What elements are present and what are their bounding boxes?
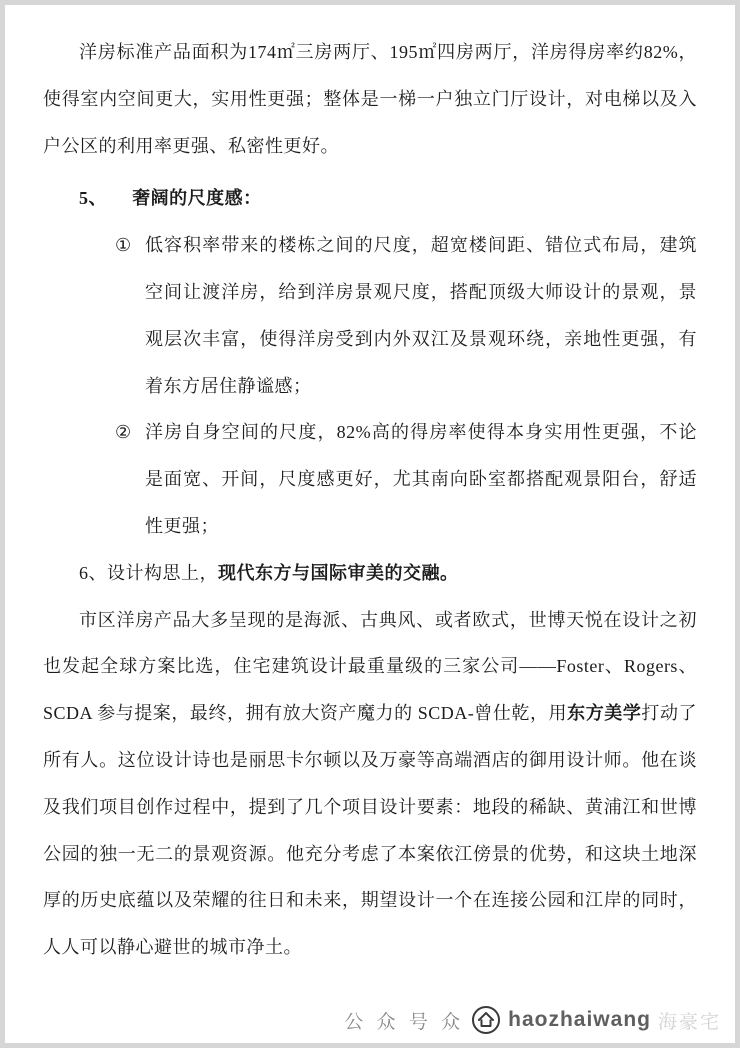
list-item-1 xyxy=(43,222,697,409)
paragraph-2-bold: 东方美学 xyxy=(567,703,642,724)
paragraph-design-concept xyxy=(43,597,697,971)
list-item-1-text: 低容积率带来的楼栋之间的尺度，超宽楼间距、错位式布局，建筑空间让渡洋房，给到洋房景观尺度，搭配顶级大师设计的景观，景观层次丰富，使得洋房受到内外双江及景观环绕，亲地性更强，有着东方居住静谧感； xyxy=(145,235,697,396)
paragraph-2-part-1: 市区洋房产品大多呈现的是海派、古典风、或者欧式，世博天悦在设计之初也发起全球方案比选，住宅建筑设计最重量级的三家公司——Foster、Rogers、SCDA 参与提案，最终，拥有放大资产魔力的 SCDA-曾仕乾，用 xyxy=(43,609,697,724)
paragraph-2-part-2: 打动了所有人。这位设计诗也是丽思卡尔顿以及万豪等高端酒店的御用设计师。他在谈及我们项目创作过程中，提到了几个项目设计要素：地段的稀缺、黄浦江和世博公园的独一无二的景观资源。他充分考虑了本案依江傍景的优势，和这块土地深厚的历史底蕴以及荣耀的往日和未来，期望设计一个在连接公园和江岸的同时，人人可以静心避世的城市净土。 xyxy=(43,703,698,958)
list-item-2 xyxy=(43,409,697,549)
house-logo-icon xyxy=(471,1005,501,1035)
watermark-left-text: 公 众 号 众 xyxy=(344,1011,465,1033)
section-5-number: 5、 xyxy=(79,188,107,209)
list-item-2-text: 洋房自身空间的尺度，82%高的得房率使得本身实用性更强，不论是面宽、开间，尺度感更好，尤其南向卧室都搭配观景阳台，舒适性更强； xyxy=(145,422,697,536)
list-marker-1: ① xyxy=(115,235,132,256)
watermark xyxy=(344,1005,721,1035)
section-5-heading xyxy=(43,175,697,222)
document-page xyxy=(5,5,735,1043)
watermark-handle: haozhaiwang xyxy=(508,1008,651,1031)
section-5-title: 奢阔的尺度感： xyxy=(132,188,262,209)
watermark-faint-text: 海豪宅 xyxy=(657,1011,721,1033)
paragraph-apartment-specs: 洋房标准产品面积为174㎡三房两厅、195㎡四房两厅，洋房得房率约82%，使得室内空间更大，实用性更强；整体是一梯一户独立门厅设计，对电梯以及入户公区的利用率更强、私密性更好。 xyxy=(43,42,697,156)
section-6-bold-title: 现代东方与国际审美的交融。 xyxy=(218,562,459,583)
section-6-prefix: 6、设计构思上， xyxy=(79,562,218,583)
section-6-heading xyxy=(43,550,697,597)
list-marker-2: ② xyxy=(115,422,132,443)
